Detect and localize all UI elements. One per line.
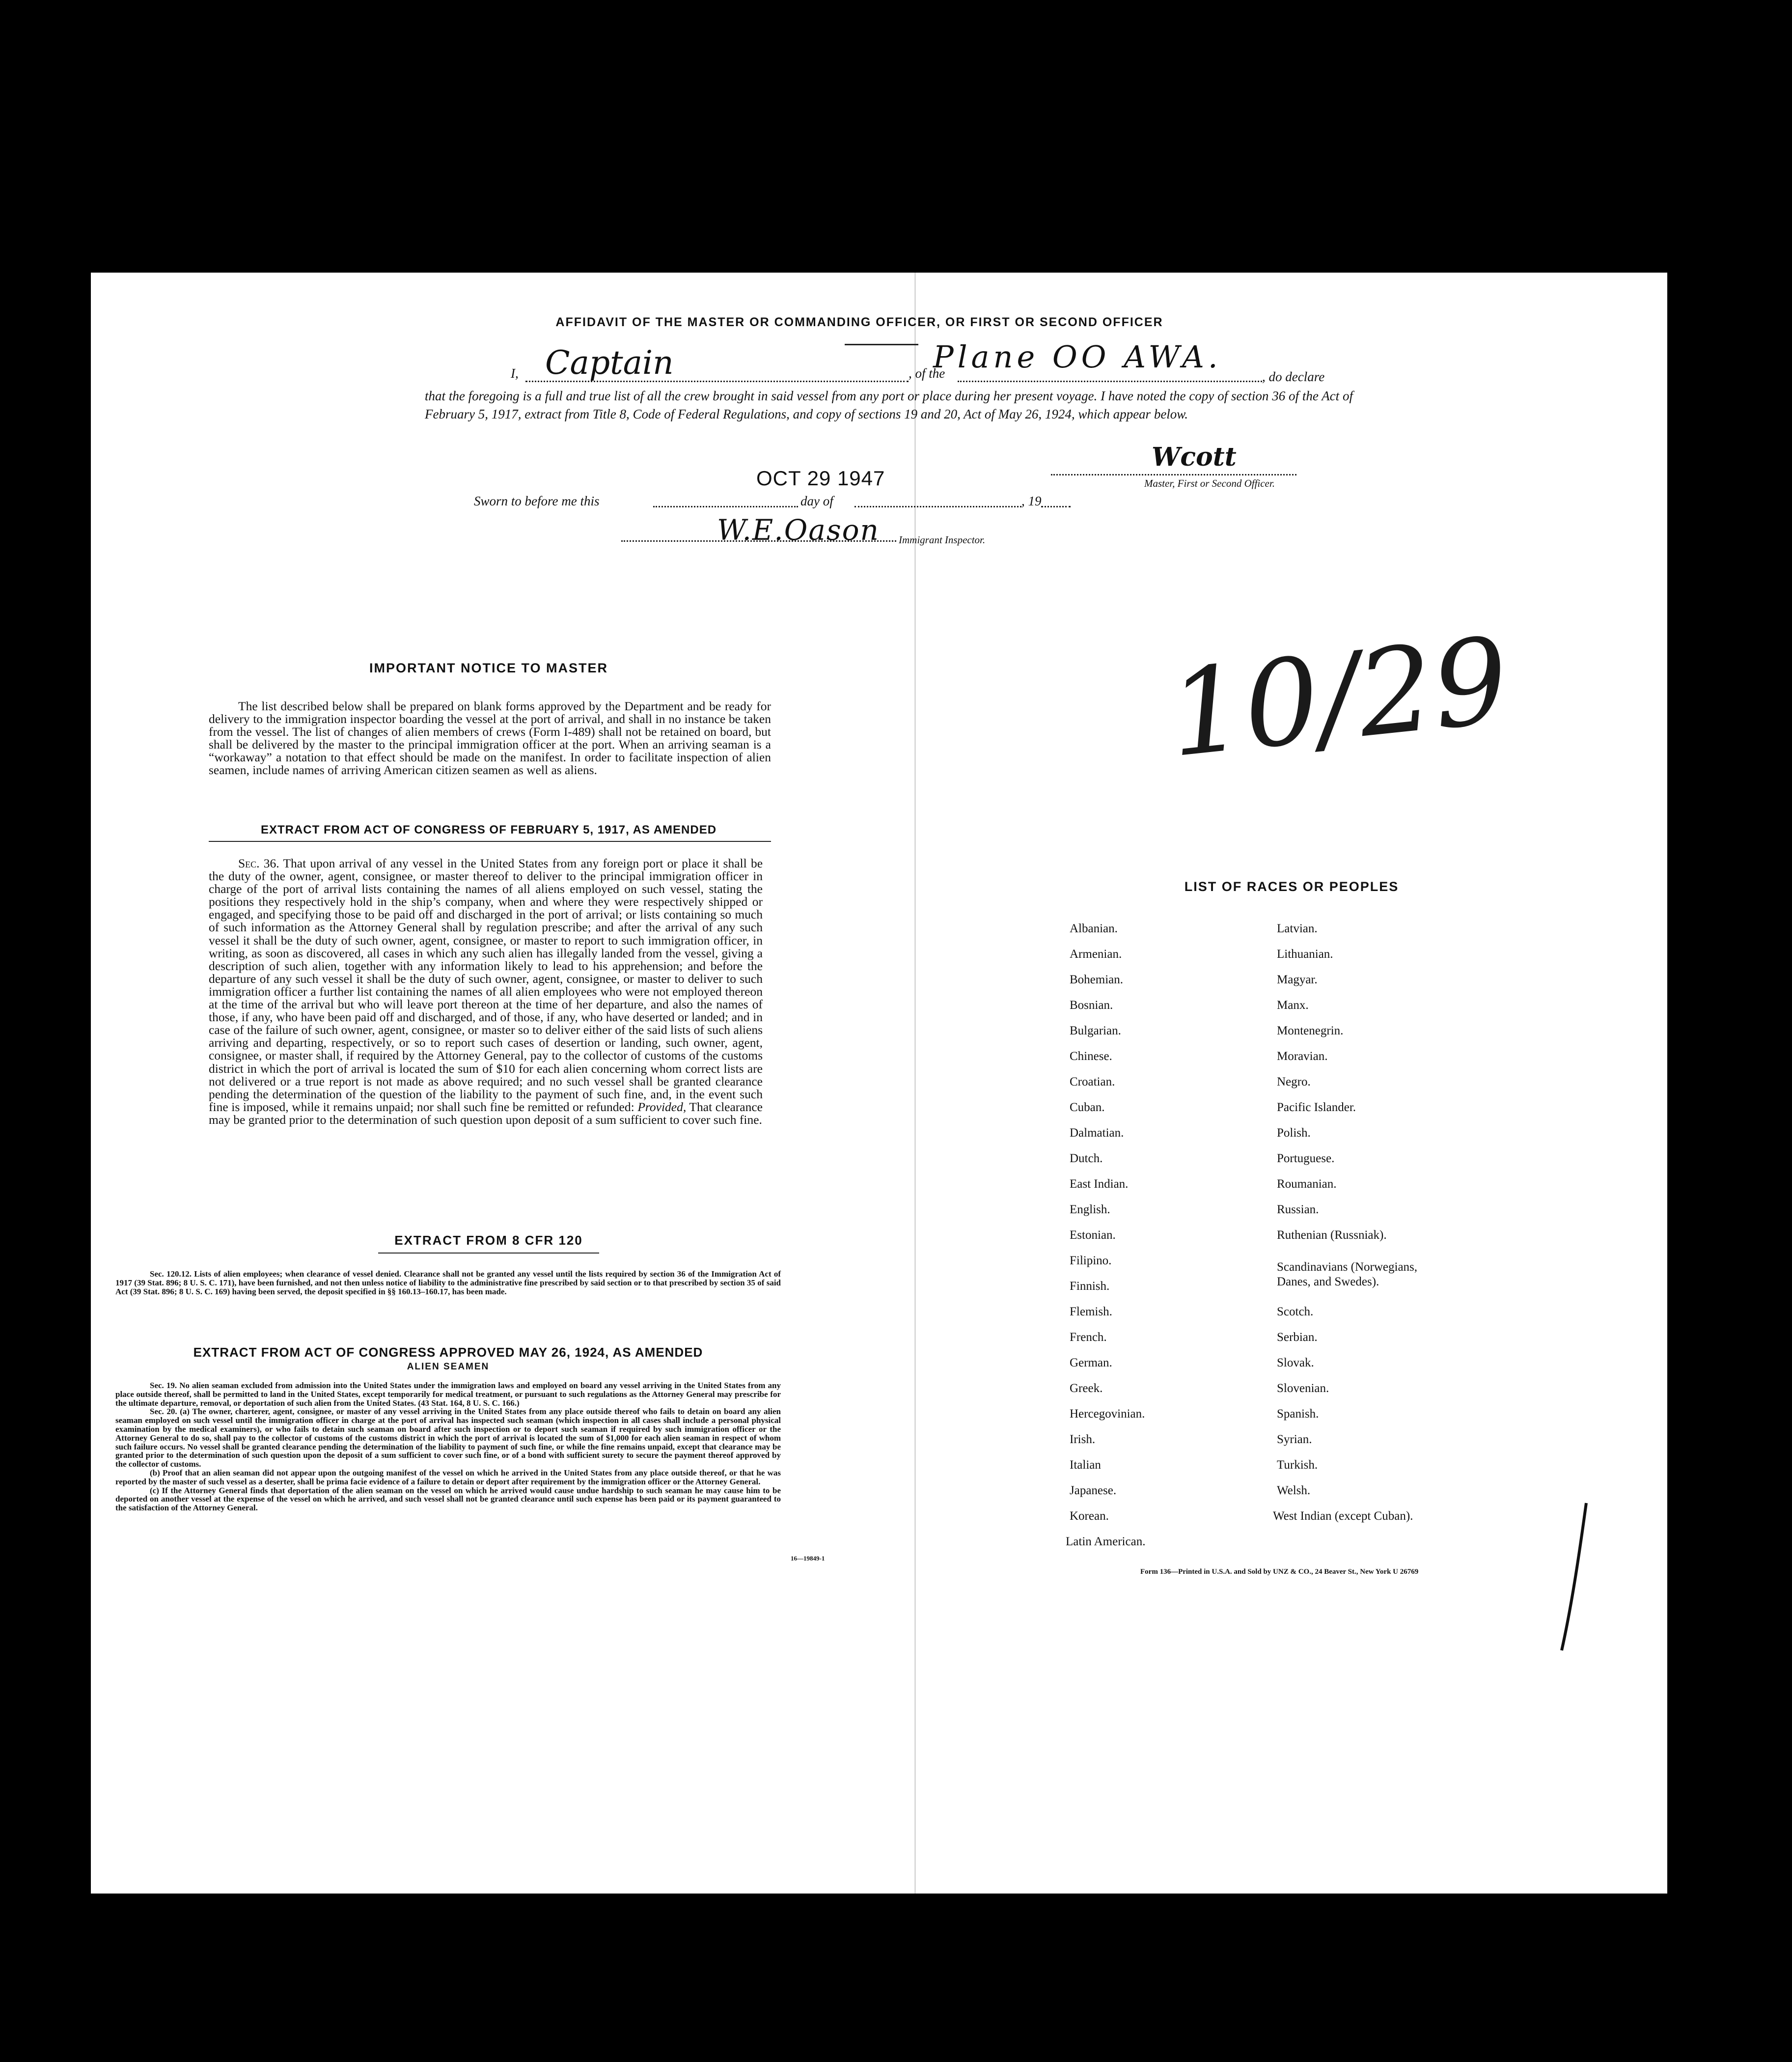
punch-hole	[1685, 791, 1714, 817]
race-right-item: Portuguese.	[1277, 1152, 1335, 1165]
punch-hole	[1693, 412, 1722, 438]
extract-cfr-text: Sec. 120.12. Lists of alien employees; when clearance of vessel denied. Clearance shall not be granted any vessel until the lists required by section 36 of the Immigration Act of 1917 (39 Stat. 896; 8 U. S. C. 171), have been furnished, and not then unless notice of liability to the administrative fine prescribed by said section or to that prescribed by section 35 of said Act (39 Stat. 896; 8 U. S. C. 169) having been served, the deposit specified in §§ 160.13–160.17, has been made.	[115, 1269, 781, 1296]
race-right-item: Slovenian.	[1277, 1382, 1329, 1395]
race-left-item: Bohemian.	[1070, 973, 1124, 986]
title-rule	[845, 344, 918, 345]
race-left-item: East Indian.	[1070, 1177, 1129, 1191]
inspector-signature: W.E.Oason	[717, 513, 880, 547]
race-left-item: Greek.	[1070, 1382, 1103, 1395]
sworn-month-field[interactable]	[855, 506, 1021, 507]
race-left-item: German.	[1070, 1356, 1112, 1369]
notice-text: The list described below shall be prepared on blank forms approved by the Department and be ready for delivery to the immigration inspector boarding the vessel at the port of arrival, and shall in no instance be taken from the vessel. The list of changes of alien members of crews (Form I-489) shall not be retained on board, but shall be delivered by the master to the principal immigration officer at the port. When an arriving seaman is a “workaway” a notation to that effect should be made on the manifest. In order to facilitate inspection of alien seamen, include names of arriving American citizen seamen as well as aliens.	[209, 699, 771, 778]
race-right-item: Welsh.	[1277, 1484, 1311, 1497]
race-right-item: Polish.	[1277, 1126, 1311, 1140]
race-left-item: Korean.	[1070, 1509, 1109, 1523]
sec-20a-text: Sec. 20. (a) The owner, charterer, agent, consignee, or master of any vessel arriving in the United States from any place outside thereof who fails to detain on board any alien seaman employed on such vessel until the immigration officer in charge at the port of arrival has inspected such seaman (which inspection in all cases shall include a personal physical examination by the medical examiners), or who fails to detain such seaman on board after such inspection or to deport such seaman if required by such immigration officer or the Attorney General to do so, shall pay to the collector of customs of the customs district in which the port of arrival is located the sum of $1,000 for each alien seaman in respect of whom such failure occurs. No vessel shall be granted clearance pending the determination of the liability to payment of such fine, or while the fine remains unpaid, except that clearance may be granted prior to the determination of such question upon the deposit of a sum sufficient to cover such fine, or of a bond with sufficient surety to secure the payment thereof approved by the collector of customs.	[115, 1407, 781, 1469]
race-right-item: Pacific Islander.	[1277, 1101, 1356, 1114]
affidavit-line1-prefix: I,	[511, 366, 519, 381]
printer-footer: Form 136—Printed in U.S.A. and Sold by UNZ & CO., 24 Beaver St., New York U 26769	[1140, 1568, 1419, 1576]
extract-cfr-rule	[378, 1253, 599, 1254]
master-signature-line	[1051, 474, 1296, 475]
race-left-item: Cuban.	[1070, 1101, 1105, 1114]
race-right-item: Montenegrin.	[1277, 1024, 1344, 1037]
margin-pen-stroke	[1552, 1498, 1596, 1655]
punch-hole	[1682, 1594, 1710, 1620]
punch-hole	[1683, 1218, 1712, 1245]
race-left-item: Dalmatian.	[1070, 1126, 1124, 1140]
affidavit-line1-suffix: , do declare	[1262, 369, 1325, 384]
race-right-item: Latvian.	[1277, 922, 1318, 935]
race-right-item: Negro.	[1277, 1075, 1311, 1088]
sec-20c-text: (c) If the Attorney General finds that deportation of the alien seaman on the vessel on which he arrived would cause undue hardship to such seaman he may cause him to be deported on another vessel at the expense of the vessel on which he arrived, and such vessel shall not be granted clearance until such expense has been paid or its payment guaranteed to the satisfaction of the Attorney General.	[115, 1485, 781, 1513]
date-stamp: OCT 29 1947	[756, 467, 885, 490]
sec-36-body: That upon arrival of any vessel in the United States from any foreign port or place it shall be the duty of the owner, agent, consignee, or master thereof to deliver to the principal immigration officer in charge of the port of arrival lists containing the names of all aliens employed on such vessel, stating the positions they respectively hold in the ship’s company, when and where they were respectively shipped or engaged, and specifying those to be paid off and discharged in the port of arrival; or lists containing so much of such information as the Attorney General shall by regulation prescribe; and after the arrival of any such vessel it shall be the duty of such owner, agent, consignee, or master to report to such immigration officer, in writing, as soon as discovered, all cases in which any such alien has illegally landed from the vessel, giving a description of such alien, together with any information likely to lead to his apprehension; and before the departure of any such vessel it shall be the duty of such owner, agent, consignee, or master to deliver to such immigration officer a further list containing the names of all alien employees who were not employed thereon at the time of the arrival but who will leave port thereon at the time of her departure, and also the names of those, if any, who have been paid off and discharged, and of those, if any, who have deserted or landed; and in case of the failure of such owner, agent, consignee, or master so to deliver either of the said lists of such aliens arriving and departing, respectively, or so to report such cases of desertion or landing, such owner, agent, consignee, or master shall, if required by the Attorney General, pay to the collector of customs of the customs district in which the port of arrival is located the sum of $10 for each alien concerning whom correct lists are not delivered or a true report is not made as above required; and no such vessel shall be granted clearance pending the determination of the question of the liability to the payment of such fine, and, in the event such fine is imposed, while it remains unpaid; nor shall such fine be remitted or refunded:	[209, 856, 763, 1114]
race-left-item: Italian	[1070, 1458, 1101, 1472]
extract-1917-text	[209, 857, 763, 1126]
race-right-item: Moravian.	[1277, 1050, 1328, 1063]
punch-hole	[1683, 1294, 1712, 1321]
race-right-item: Scandinavians (Norwegians, Danes, and Swedes).	[1277, 1260, 1418, 1288]
master-name-handwritten: Captain	[545, 344, 674, 382]
sec-19-text: Sec. 19. No alien seaman excluded from admission into the United States under the immigration laws and employed on board any vessel arriving in the United States from any place outside thereof, shall be permitted to land in the United States, except temporarily for medical treatment, or pursuant to such regulations as the Attorney General may prescribe for the ultimate departure, removal, or deportation of such alien from the United States. (43 Stat. 164, 8 U. S. C. 166.)	[115, 1381, 781, 1408]
day-of-text: day of	[800, 494, 833, 508]
provided-text: That clearance may be granted prior to the determination of such question upon deposit of a sum sufficient to cover such fine.	[209, 1099, 763, 1127]
punch-hole	[1682, 1518, 1710, 1544]
sworn-text: Sworn to before me this	[474, 494, 600, 508]
affidavit-title: AFFIDAVIT OF THE MASTER OR COMMANDING OFFICER, OR FIRST OR SECOND OFFICER	[555, 315, 1163, 329]
race-right-item: Magyar.	[1277, 973, 1318, 986]
vessel-name-field[interactable]	[958, 381, 1262, 382]
race-left-item: Dutch.	[1070, 1152, 1103, 1165]
race-right-item: Slovak.	[1277, 1356, 1314, 1369]
punch-hole	[1683, 712, 1712, 739]
extract-1924-body	[115, 1381, 781, 1512]
extract-cfr-title: EXTRACT FROM 8 CFR 120	[394, 1233, 583, 1248]
race-left-item: Hercegovinian.	[1070, 1407, 1145, 1421]
race-right-item: Russian.	[1277, 1203, 1319, 1216]
race-left-item: Filipino.	[1070, 1254, 1112, 1267]
race-right-item: Turkish.	[1277, 1458, 1318, 1472]
provided-label: Provided,	[637, 1099, 687, 1114]
sec-20b-text: (b) Proof that an alien seaman did not appear upon the outgoing manifest of the vessel on which he arrived in the United States from any place outside thereof, or that he was reported by the master of such vessel as a deserter, shall be prima facie evidence of a failure to detain or deport after requirement by the immigration officer or the Attorney General.	[115, 1468, 781, 1486]
master-caption: Master, First or Second Officer.	[1144, 477, 1275, 489]
race-right-item: Ruthenian (Russniak).	[1277, 1228, 1387, 1242]
race-right-item: Roumanian.	[1277, 1177, 1337, 1191]
page-fold-line	[914, 273, 916, 1894]
inspector-caption: Immigrant Inspector.	[899, 534, 986, 546]
sworn-day-field[interactable]	[653, 506, 798, 507]
race-left-item: French.	[1070, 1331, 1107, 1344]
race-left-item: Albanian.	[1070, 922, 1118, 935]
race-left-item: Armenian.	[1070, 947, 1122, 961]
race-right-item: Scotch.	[1277, 1305, 1314, 1318]
sworn-year-field[interactable]	[1041, 506, 1071, 507]
master-signature: Wcott	[1152, 442, 1237, 472]
race-right-item: West Indian (except Cuban).	[1273, 1509, 1413, 1523]
race-right-item: Serbian.	[1277, 1331, 1318, 1344]
race-left-item: Bosnian.	[1070, 999, 1113, 1012]
form-code: 16—19849-1	[791, 1555, 825, 1562]
race-right-item: Syrian.	[1277, 1433, 1312, 1446]
handwritten-date: 10/29	[1162, 611, 1515, 784]
race-left-item: Flemish.	[1070, 1305, 1112, 1318]
punch-hole	[1689, 485, 1718, 511]
races-title: LIST OF RACES OR PEOPLES	[1184, 879, 1399, 894]
race-right-item: Lithuanian.	[1277, 947, 1333, 961]
extract-1924-subtitle: ALIEN SEAMEN	[407, 1362, 490, 1372]
race-left-item: Bulgarian.	[1070, 1024, 1121, 1037]
race-left-item: Chinese.	[1070, 1050, 1112, 1063]
race-left-item: English.	[1070, 1203, 1110, 1216]
extract-1917-rule	[209, 841, 771, 842]
race-left-item: Latin American.	[1066, 1535, 1146, 1548]
race-right-item: Spanish.	[1277, 1407, 1319, 1421]
race-left-item: Croatian.	[1070, 1075, 1115, 1088]
extract-1917-title: EXTRACT FROM ACT OF CONGRESS OF FEBRUARY 5, 1917, AS AMENDED	[260, 823, 717, 836]
sec-36-label: Sec. 36.	[238, 856, 279, 870]
affidavit-line1-of: , of the	[909, 366, 945, 381]
race-left-item: Finnish.	[1070, 1280, 1110, 1293]
race-left-item: Irish.	[1070, 1433, 1096, 1446]
notice-title: IMPORTANT NOTICE TO MASTER	[369, 661, 608, 675]
extract-1924-title: EXTRACT FROM ACT OF CONGRESS APPROVED MAY 26, 1924, AS AMENDED	[193, 1345, 703, 1360]
declaration-text: that the foregoing is a full and true list of all the crew brought in said vessel from any port or place during her present voyage. I have noted the copy of section 36 of the Act of February 5, 1917, extract from Title 8, Code of Federal Regulations, and copy of sections 19 and 20, Act of May 26, 1924, which appear below.	[425, 389, 1353, 421]
year-prefix: , 19	[1021, 494, 1042, 508]
vessel-name-handwritten: Plane OO AWA.	[933, 339, 1222, 375]
race-left-item: Estonian.	[1070, 1228, 1116, 1242]
race-right-item: Manx.	[1277, 999, 1309, 1012]
race-left-item: Japanese.	[1070, 1484, 1117, 1497]
